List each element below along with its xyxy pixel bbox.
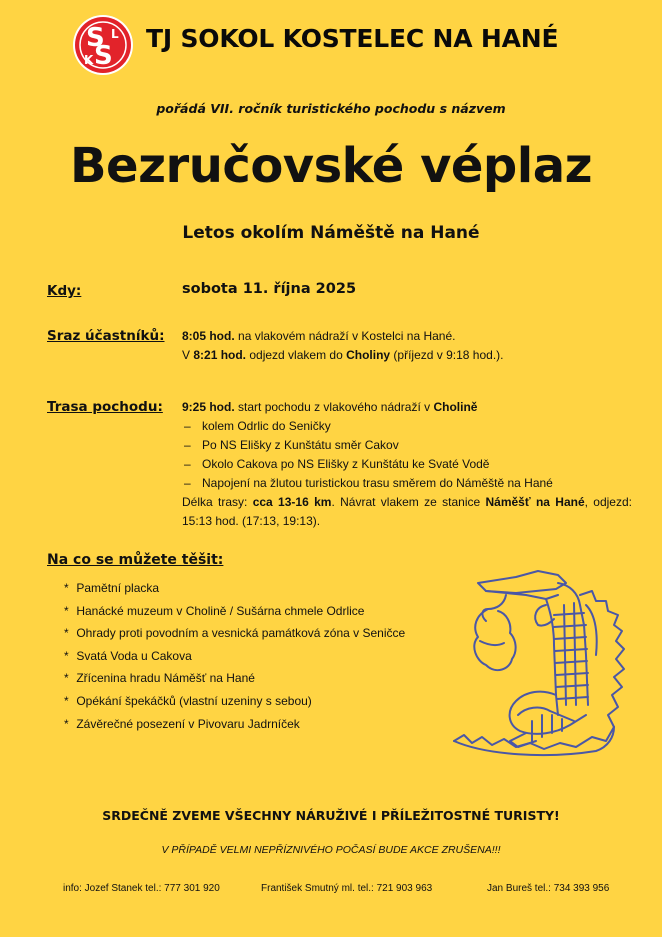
asterisk-bullet: *	[64, 603, 69, 618]
asterisk-bullet: *	[64, 693, 69, 708]
organization-title: TJ SOKOL KOSTELEC NA HANÉ	[146, 24, 559, 53]
invitation-text: SRDEČNĚ ZVEME VŠECHNY NÁRUŽIVÉ I PŘÍLEŽITOSTNÉ TURISTY!	[102, 808, 560, 823]
destination: Choliny	[346, 348, 391, 362]
asterisk-bullet: *	[64, 671, 69, 686]
meeting-line-1	[182, 327, 503, 346]
route-stop	[182, 455, 632, 474]
when-label: Kdy:	[47, 283, 82, 299]
list-item-text: Svatá Voda u Cakova	[76, 648, 192, 663]
list-item-text: Hanácké muzeum v Cholině / Sušárna chmele Odrlice	[76, 603, 365, 618]
route-stop	[182, 417, 632, 436]
event-title: Bezručovské véplaz	[69, 138, 593, 194]
list-item-text: Zřícenina hradu Náměšť na Hané	[76, 671, 255, 686]
dash-bullet: –	[184, 438, 191, 452]
route-stop-text: kolem Odrlic do Seničky	[202, 419, 331, 433]
return-station: Náměšť na Hané	[485, 495, 585, 509]
sokol-logo-icon	[72, 14, 134, 76]
contact-info: Jan Bureš tel.: 734 393 956	[487, 883, 610, 894]
asterisk-bullet: *	[64, 626, 69, 641]
departure-time: 8:21 hod.	[193, 348, 247, 362]
meeting-details	[182, 327, 503, 365]
start-time: 9:25 hod.	[182, 400, 235, 414]
list-item	[64, 713, 405, 736]
route-stop	[182, 436, 632, 455]
list-item	[64, 690, 405, 713]
list-item	[64, 667, 405, 690]
list-item	[64, 577, 405, 600]
text: . Návrat vlakem ze stanice	[331, 495, 486, 509]
list-item	[64, 600, 405, 623]
highlights-label: Na co se můžete těšit:	[47, 552, 224, 568]
route-stop-text: Po NS Elišky z Kunštátu směr Cakov	[202, 438, 399, 452]
logo-letter-l: L	[111, 27, 119, 41]
meeting-label: Sraz účastníků:	[47, 328, 165, 344]
contact-info: info: Jozef Stanek tel.: 777 301 920	[63, 883, 220, 894]
list-item	[64, 622, 405, 645]
text: V	[182, 348, 194, 362]
route-length	[182, 493, 632, 531]
event-tagline: Letos okolím Náměště na Hané	[182, 223, 480, 243]
meeting-line-2	[182, 346, 503, 365]
arrival-info: (příjezd v 9:18 hod.).	[390, 348, 504, 362]
dash-bullet: –	[184, 419, 191, 433]
list-item	[64, 645, 405, 668]
text: odjezd vlakem do	[246, 348, 347, 362]
highlights-list	[64, 577, 405, 735]
text: Délka trasy:	[182, 495, 253, 509]
text: start pochodu z vlakového nádraží v	[234, 400, 434, 414]
route-distance: cca 13-16 km	[252, 495, 332, 509]
list-item-text: Opékání špekáčků (vlastní uzeniny s sebou)	[76, 693, 312, 708]
route-stop-text: Okolo Cakova po NS Elišky z Kunštátu ke Svaté Vodě	[202, 457, 490, 471]
return-times: , odjezd: 15:13 hod. (17:13, 19:13).	[182, 495, 632, 528]
event-subtitle: pořádá VII. ročník turistického pochodu s názvem	[156, 101, 506, 116]
logo-letter-k: K	[84, 53, 94, 67]
asterisk-bullet: *	[64, 581, 69, 595]
start-place: Cholině	[433, 400, 478, 414]
meeting-place: na vlakovém nádraží v Kostelci na Hané.	[234, 329, 456, 343]
weather-notice: V PŘÍPADĚ VELMI NEPŘÍZNIVÉHO POČASÍ BUDE AKCE ZRUŠENA!!!	[161, 844, 501, 856]
route-stop	[182, 474, 632, 493]
asterisk-bullet: *	[64, 716, 69, 731]
logo-letter-s-bottom: S	[94, 41, 113, 71]
dash-bullet: –	[184, 476, 191, 490]
list-item-text: Pamětní placka	[76, 581, 160, 595]
asterisk-bullet: *	[64, 648, 69, 663]
list-item-text: Závěrečné posezení v Pivovaru Jadrníček	[76, 716, 300, 731]
when-value: sobota 11. října 2025	[182, 281, 357, 297]
meeting-time: 8:05 hod.	[182, 329, 235, 343]
dash-bullet: –	[184, 457, 191, 471]
route-stop-text: Napojení na žlutou turistickou trasu směrem do Náměště na Hané	[202, 476, 553, 490]
route-label: Trasa pochodu:	[47, 399, 163, 415]
contact-info: František Smutný ml. tel.: 721 903 963	[261, 883, 433, 894]
logo-letter-s-top: S	[86, 23, 105, 53]
route-details	[182, 398, 632, 531]
list-item-text: Ohrady proti povodním a vesnická památková zóna v Seničce	[76, 626, 406, 641]
route-start	[182, 398, 632, 417]
crocodile-illustration-icon	[446, 565, 641, 765]
